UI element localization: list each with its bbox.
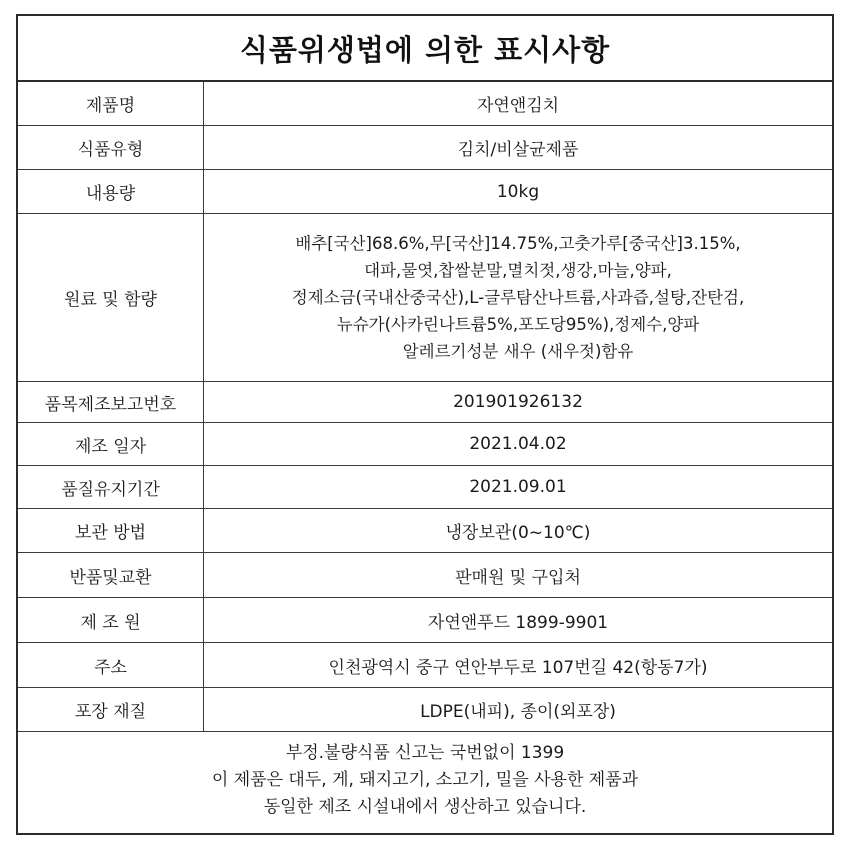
- row-value: 자연앤김치: [476, 96, 560, 116]
- row-label: 제품명: [18, 82, 204, 125]
- notice-line: 부정.불량식품 신고는 국번없이 1399: [285, 743, 565, 763]
- row-best-before: [18, 466, 832, 509]
- row-label: 품목제조보고번호: [18, 382, 204, 422]
- row-label: 식품유형: [18, 126, 204, 169]
- row-label: 제조 일자: [18, 423, 204, 465]
- ingredients-line: 대파,물엿,찹쌀분말,멸치젓,생강,마늘,양파,: [364, 261, 672, 280]
- row-label: 제 조 원: [18, 598, 204, 642]
- row-ingredients: [18, 214, 832, 382]
- ingredients-line: 뉴슈가(사카린나트륨5%,포도당95%),정제수,양파: [336, 315, 700, 334]
- row-label: 반품및교환: [18, 553, 204, 597]
- row-value: 판매원 및 구입처: [455, 567, 581, 588]
- row-value: 인천광역시 중구 연안부두로 107번길 42(항동7가): [328, 657, 708, 678]
- row-value: 2021.04.02: [469, 434, 567, 454]
- row-packaging: [18, 688, 832, 732]
- row-address: [18, 643, 832, 688]
- row-label: 보관 방법: [18, 509, 204, 552]
- food-label-table: [16, 14, 834, 835]
- row-value: LDPE(내피), 종이(외포장): [420, 702, 616, 722]
- row-net-content: [18, 170, 832, 214]
- row-manufacturer: [18, 598, 832, 643]
- row-value: 2021.09.01: [469, 477, 567, 497]
- allergy-notice: [18, 732, 832, 833]
- row-product-name: [18, 82, 832, 126]
- row-label: 포장 재질: [18, 688, 204, 731]
- ingredients-line: 알레르기성분 새우 (새우젓)함유: [402, 342, 634, 361]
- row-storage: [18, 509, 832, 553]
- notice-line: 이 제품은 대두, 게, 돼지고기, 소고기, 밀을 사용한 제품과: [211, 770, 639, 790]
- row-value: 김치/비살균제품: [457, 140, 579, 160]
- row-returns: [18, 553, 832, 598]
- ingredients-text: [204, 214, 832, 381]
- row-label: 주소: [18, 643, 204, 687]
- row-value: 10kg: [496, 181, 540, 202]
- notice-line: 동일한 제조 시설내에서 생산하고 있습니다.: [263, 797, 587, 817]
- row-label: 내용량: [18, 170, 204, 213]
- row-report-number: [18, 382, 832, 423]
- row-value: 자연앤푸드 1899-9901: [427, 612, 609, 633]
- row-food-type: [18, 126, 832, 170]
- label-title: 식품위생법에 의한 표시사항: [18, 16, 832, 82]
- row-label: 품질유지기간: [18, 466, 204, 508]
- row-manufacture-date: [18, 423, 832, 466]
- ingredients-line: 정제소금(국내산중국산),L-글루탐산나트륨,사과즙,설탕,잔탄검,: [291, 288, 745, 307]
- row-label: 원료 및 함량: [18, 214, 204, 381]
- row-value: 201901926132: [453, 392, 583, 412]
- ingredients-line: 배추[국산]68.6%,무[국산]14.75%,고춧가루[중국산]3.15%,: [295, 234, 741, 253]
- row-value: 냉장보관(0~10℃): [445, 523, 591, 543]
